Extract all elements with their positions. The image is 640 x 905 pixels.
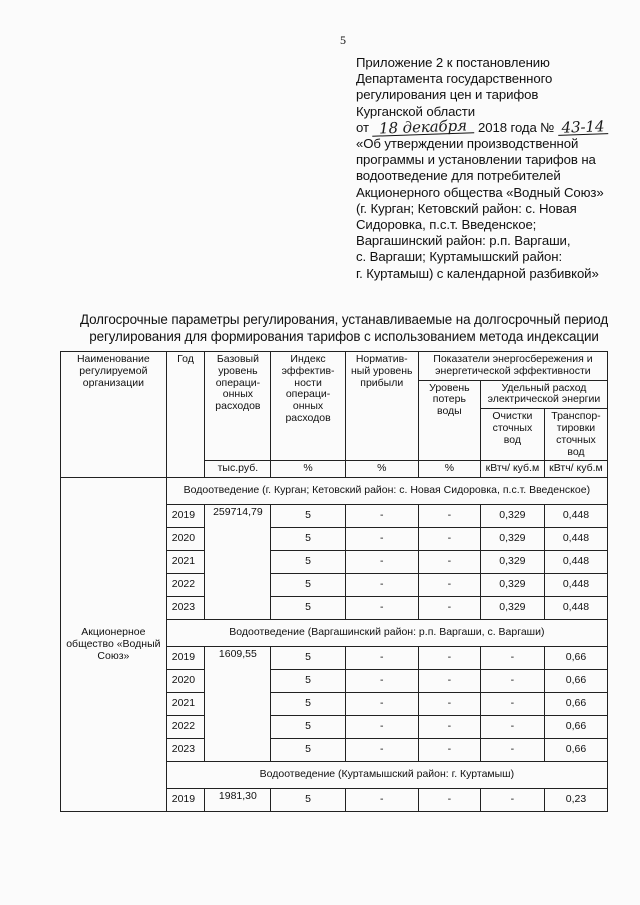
cell-cleaning: 0,329 xyxy=(480,574,544,597)
unit-cleaning: кВтч/ куб.м xyxy=(480,461,544,478)
cell-losses: - xyxy=(418,505,480,528)
header-index: Индекс эффектив-ности операци-онных расходов xyxy=(271,352,345,461)
cell-losses: - xyxy=(418,789,480,812)
cell-cleaning: 0,329 xyxy=(480,597,544,620)
appendix-date-line xyxy=(356,116,626,138)
section-title: Водоотведение (Куртамышский район: г. Куртамыш) xyxy=(166,762,607,789)
cell-profit: - xyxy=(345,693,418,716)
date-year: 2018 года № xyxy=(478,119,555,135)
cell-profit: - xyxy=(345,647,418,670)
cell-year: 2022 xyxy=(166,574,205,597)
cell-cleaning: - xyxy=(480,789,544,812)
cell-transport: 0,448 xyxy=(544,551,607,574)
cell-profit: - xyxy=(345,670,418,693)
cell-index: 5 xyxy=(271,789,345,812)
cell-losses: - xyxy=(418,739,480,762)
cell-losses: - xyxy=(418,647,480,670)
cell-cleaning: - xyxy=(480,693,544,716)
header-transport: Транспор-тировки сточных вод xyxy=(544,409,607,461)
subject-line: Акционерного общества «Водный Союз» xyxy=(356,184,604,200)
title-line: Долгосрочные параметры регулирования, устанавливаемые на долгосрочный период xyxy=(79,312,609,327)
cell-losses: - xyxy=(418,693,480,716)
cell-profit: - xyxy=(345,574,418,597)
cell-year: 2020 xyxy=(166,528,205,551)
cell-losses: - xyxy=(418,574,480,597)
cell-losses: - xyxy=(418,716,480,739)
subject-line: с. Варгаши; Куртамышский район: xyxy=(356,249,563,265)
appendix-line: Приложение 2 к постановлению xyxy=(356,55,550,70)
cell-year: 2019 xyxy=(166,647,205,670)
organization-name: Акционерное общество «Водный Союз» xyxy=(61,478,167,812)
unit-profit: % xyxy=(345,461,418,478)
unit-losses: % xyxy=(418,461,480,478)
cell-transport: 0,448 xyxy=(544,597,607,620)
cell-profit: - xyxy=(345,739,418,762)
page-title xyxy=(70,311,618,345)
handwritten-date: 18 декабря xyxy=(372,118,474,137)
header-org: Наименование регулируемой организации xyxy=(61,352,167,461)
cell-base: 259714,79 xyxy=(205,505,271,620)
cell-transport: 0,66 xyxy=(544,739,607,762)
cell-year: 2022 xyxy=(166,716,205,739)
cell-losses: - xyxy=(418,597,480,620)
cell-index: 5 xyxy=(271,528,345,551)
title-line: регулирования для формирования тарифов с использованием метода индексации xyxy=(89,329,599,344)
subject-line: Варгашинский район: р.п. Варгаши, xyxy=(356,233,571,249)
appendix-line: регулирования цен и тарифов xyxy=(356,87,539,103)
handwritten-number: 43-14 xyxy=(558,119,608,136)
cell-index: 5 xyxy=(271,670,345,693)
appendix-line: Курганской области xyxy=(356,103,475,119)
cell-profit: - xyxy=(345,505,418,528)
parameters-table xyxy=(60,351,608,812)
header-year: Год xyxy=(166,352,205,461)
header-cleaning: Очистки сточных вод xyxy=(480,409,544,461)
cell-transport: 0,448 xyxy=(544,528,607,551)
header-profit: Норматив-ный уровень прибыли xyxy=(345,352,418,461)
cell-transport: 0,448 xyxy=(544,574,607,597)
cell-losses: - xyxy=(418,528,480,551)
date-prefix: от xyxy=(356,119,369,135)
header-losses: Уровень потерь воды xyxy=(418,380,480,461)
cell-base: 1609,55 xyxy=(205,647,271,762)
unit-year-empty xyxy=(166,461,205,478)
cell-index: 5 xyxy=(271,597,345,620)
header-specific-group: Удельный расход электрической энергии xyxy=(480,380,607,409)
cell-transport: 0,66 xyxy=(544,670,607,693)
subject-line: программы и установлении тарифов на xyxy=(356,152,596,168)
cell-base: 1981,30 xyxy=(205,789,271,812)
cell-index: 5 xyxy=(271,716,345,739)
cell-transport: 0,448 xyxy=(544,505,607,528)
page-number: 5 xyxy=(340,33,346,47)
cell-index: 5 xyxy=(271,739,345,762)
cell-year: 2019 xyxy=(166,789,205,812)
cell-year: 2019 xyxy=(166,505,205,528)
unit-org-empty xyxy=(61,461,167,478)
section-title: Водоотведение (Варгашинский район: р.п. Варгаши, с. Варгаши) xyxy=(166,620,607,647)
cell-year: 2023 xyxy=(166,739,205,762)
subject-line: (г. Курган; Кетовский район: с. Новая xyxy=(356,200,577,216)
appendix-line: Департамента государственного xyxy=(356,71,553,87)
cell-index: 5 xyxy=(271,693,345,716)
unit-index: % xyxy=(271,461,345,478)
cell-profit: - xyxy=(345,551,418,574)
cell-transport: 0,66 xyxy=(544,647,607,670)
unit-base: тыс.руб. xyxy=(205,461,271,478)
cell-losses: - xyxy=(418,551,480,574)
cell-year: 2020 xyxy=(166,670,205,693)
unit-transport: кВтч/ куб.м xyxy=(544,461,607,478)
cell-cleaning: - xyxy=(480,716,544,739)
cell-profit: - xyxy=(345,789,418,812)
cell-cleaning: - xyxy=(480,670,544,693)
header-energy-group: Показатели энергосбережения и энергетической эффективности xyxy=(418,352,607,381)
cell-year: 2021 xyxy=(166,693,205,716)
cell-profit: - xyxy=(345,597,418,620)
cell-year: 2021 xyxy=(166,551,205,574)
cell-cleaning: 0,329 xyxy=(480,505,544,528)
cell-cleaning: - xyxy=(480,739,544,762)
subject-line: Сидоровка, п.с.т. Введенское; xyxy=(356,217,537,233)
section-row xyxy=(61,478,608,505)
cell-index: 5 xyxy=(271,505,345,528)
subject-line: «Об утверждении производственной xyxy=(356,136,579,152)
cell-transport: 0,66 xyxy=(544,693,607,716)
header-base: Базовый уровень операци-онных расходов xyxy=(205,352,271,461)
cell-index: 5 xyxy=(271,574,345,597)
section-title: Водоотведение (г. Курган; Кетовский район: с. Новая Сидоровка, п.с.т. Введенское) xyxy=(166,478,607,505)
cell-losses: - xyxy=(418,670,480,693)
appendix-block xyxy=(356,55,626,282)
cell-cleaning: 0,329 xyxy=(480,528,544,551)
cell-transport: 0,23 xyxy=(544,789,607,812)
subject-line: г. Куртамыш) с календарной разбивкой» xyxy=(356,265,599,281)
cell-profit: - xyxy=(345,716,418,739)
subject-line: водоотведение для потребителей xyxy=(356,168,561,184)
cell-cleaning: 0,329 xyxy=(480,551,544,574)
cell-transport: 0,66 xyxy=(544,716,607,739)
cell-index: 5 xyxy=(271,647,345,670)
cell-cleaning: - xyxy=(480,647,544,670)
cell-year: 2023 xyxy=(166,597,205,620)
cell-index: 5 xyxy=(271,551,345,574)
cell-profit: - xyxy=(345,528,418,551)
